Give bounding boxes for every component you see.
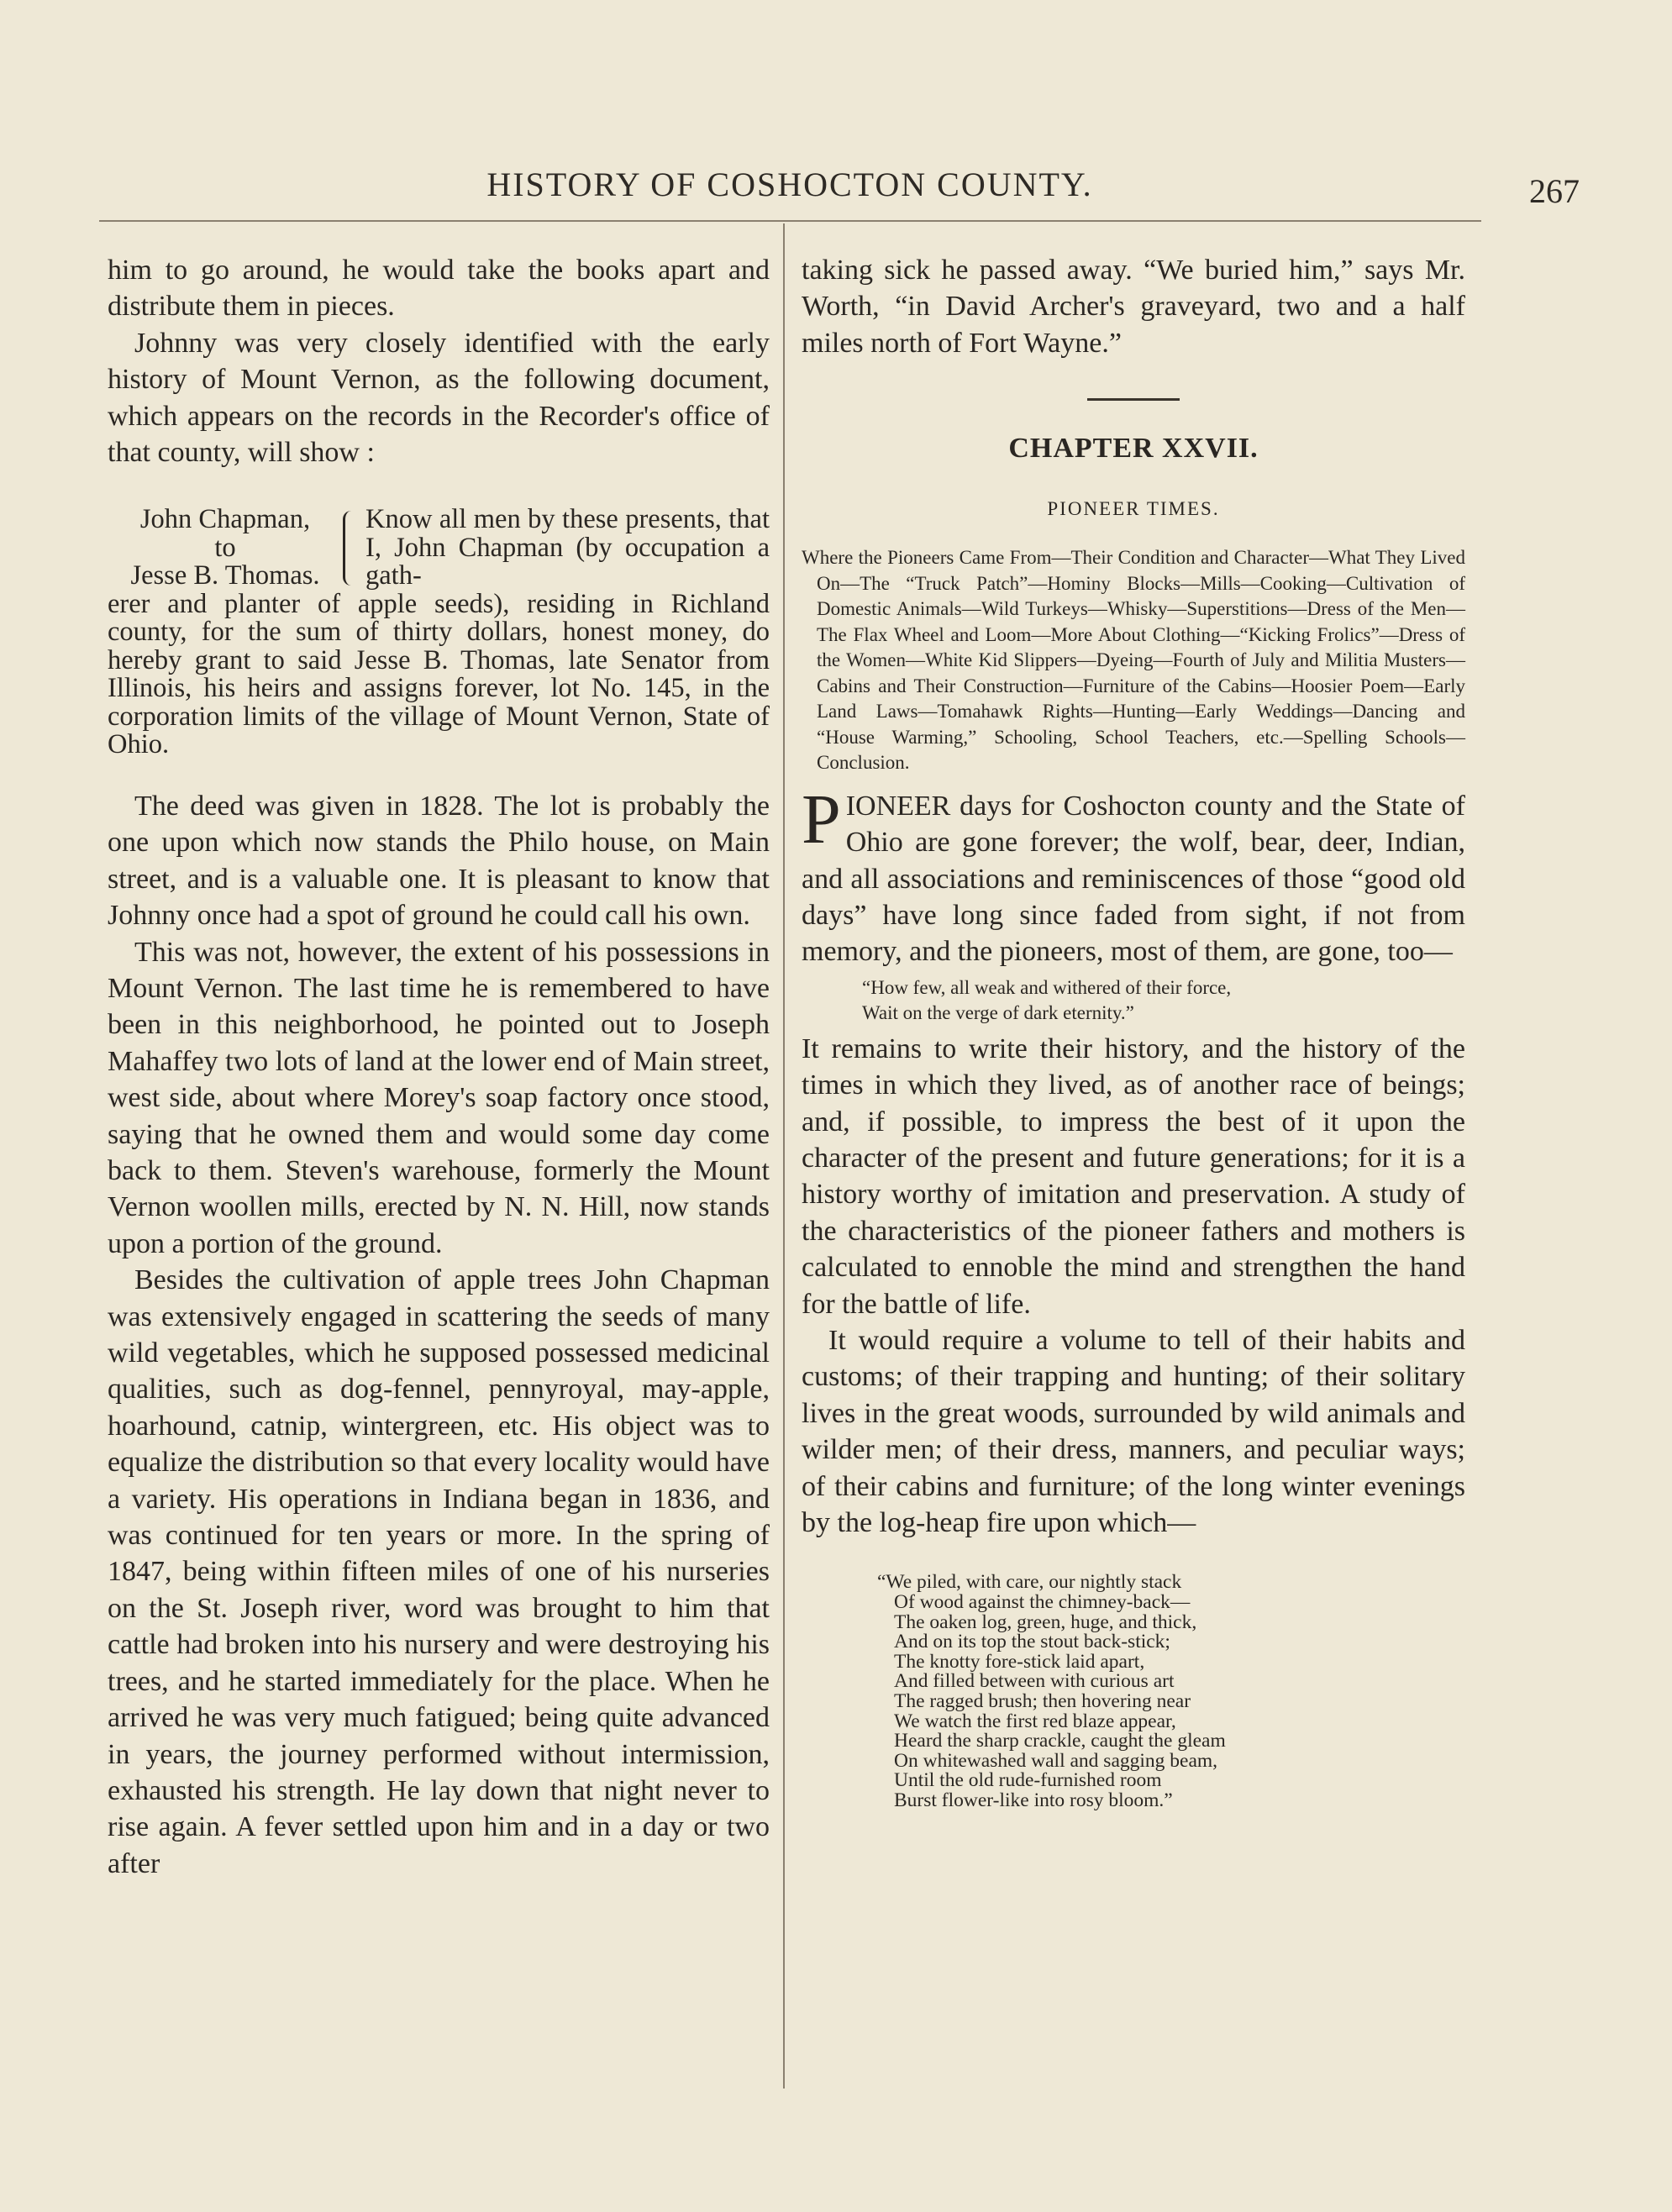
- quote-line: “How few, all weak and withered of their force,: [862, 976, 1232, 998]
- paragraph: This was not, however, the extent of his possessions in Mount Vernon. The last time he is remembered to have been in this neighborhood, he pointed out to Joseph Mahaffey two lots of land at the lower end of Main street, west side, about where Morey's soap factory once stood, saying that he owned them and would some day come back to them. Steven's warehouse, formerly the Mount Vernon woollen mills, erected by N. N. Hill, now stands upon a portion of the ground.: [108, 936, 770, 1259]
- quote-line: Wait on the verge of dark eternity.”: [862, 1001, 1134, 1023]
- verse-line: Heard the sharp crackle, caught the gleam: [894, 1730, 1226, 1752]
- verse-line: Of wood against the chimney-back—: [894, 1591, 1191, 1614]
- paragraph-dropcap: PIONEER days for Coshocton county and the State of Ohio are gone forever; the wolf, bear, deer, Indian, and all associations and reminiscences of those “good old days” have long since faded from sight, if not from memory, and the pioneers, most of them, are gone, too—: [802, 780, 1465, 968]
- paragraph: The deed was given in 1828. The lot is probably the one upon which now stands the Philo house, on Main street, and is a valuable one. It is pleasant to know that Johnny once had a spot of ground he could call his own.: [108, 790, 770, 932]
- right-column: [802, 252, 1465, 1811]
- paragraph: It would require a volume to tell of their habits and customs; of their trapping and hunting; of their solitary lives in the great woods, surrounded by wild animals and wilder men; of their dress, manners, and peculiar ways; of their cabins and furniture; of the long winter evenings by the log-heap fire upon which—: [802, 1325, 1465, 1539]
- verse-line: And filled between with curious art: [894, 1670, 1175, 1693]
- verse-block: [802, 1573, 1465, 1810]
- paragraph: him to go around, he would take the books apart and distribute them in pieces.: [108, 255, 770, 323]
- left-column: [108, 252, 770, 1882]
- page-header: [101, 165, 1580, 210]
- deed-opening: Know all men by these presents, that I, John Chapman (by occupation a gath-: [365, 504, 770, 591]
- paragraph: Johnny was very closely identified with the early history of Mount Vernon, as the following document, which appears on the records in the Recorder's office of that county, will show :: [108, 327, 770, 469]
- chapter-title: CHAPTER XXVII.: [1008, 433, 1259, 465]
- paragraph: It remains to write their history, and the history of the times in which they lived, as of another race of beings; and, if possible, to impress the best of it upon the character of the present and future generations; for it is a history worthy of imitation and preservation. A study of the characteristics of the pioneer fathers and mothers is calculated to ennoble the mind and strengthen the hand for the battle of life.: [802, 1032, 1465, 1320]
- quotation: [802, 975, 1465, 1026]
- deed-body: erer and planter of apple seeds), residing in Richland county, for the sum of thirty dollars, honest money, do hereby grant to said Jesse B. Thomas, late Senator from Illinois, his heirs and assigns forever, lot No. 145, in the corporation limits of the village of Mount Vernon, State of Ohio.: [108, 588, 770, 760]
- chapter-subtitle: PIONEER TIMES.: [1047, 498, 1220, 520]
- verse-line: And on its top the stout back-stick;: [894, 1631, 1170, 1653]
- page-number: 267: [1529, 172, 1580, 210]
- brace-mark: [343, 511, 357, 586]
- deed-grantee: Jesse B. Thomas.: [130, 560, 320, 591]
- verse-line: Burst flower-like into rosy bloom.”: [894, 1789, 1173, 1811]
- deed-heading: [108, 506, 770, 591]
- deed-to: to: [214, 532, 236, 563]
- chapter-synopsis: Where the Pioneers Came From—Their Condition and Character—What They Lived On—The “Truck Patch”—Hominy Blocks—Mills—Cooking—Cultivation of Domestic Animals—Wild Turkeys—Whisky—Superstitions—Dress of the Men—The Flax Wheel and Loom—More About Clothing—“Kicking Frolics”—Dress of the Women—White Kid Slippers—Dyeing—Fourth of July and Militia Musters—Cabins and Their Construction—Furniture of the Cabins—Hoosier Poem—Early Land Laws—Tomahawk Rights—Hunting—Early Weddings—Dancing and “House Warming,” Schooling, School Teachers, etc.—Spelling Schools—Conclusion.: [802, 547, 1465, 774]
- verse-line: “We piled, with care, our nightly stack: [877, 1571, 1182, 1594]
- column-divider: [783, 223, 785, 2089]
- verse-line: We watch the first red blaze appear,: [894, 1710, 1176, 1732]
- verse-line: The knotty fore-stick laid apart,: [894, 1650, 1145, 1673]
- running-head-title: HISTORY OF COSHOCTON COUNTY.: [486, 166, 1093, 203]
- deed-grantor: John Chapman,: [139, 504, 311, 535]
- paragraph: taking sick he passed away. “We buried him,” says Mr. Worth, “in David Archer's graveyard, two and a half miles north of Fort Wayne.”: [802, 255, 1465, 359]
- verse-line: The ragged brush; then hovering near: [894, 1690, 1191, 1712]
- verse-line: Until the old rude-furnished room: [894, 1769, 1162, 1792]
- deed-document: [108, 506, 770, 759]
- paragraph: Besides the cultivation of apple trees John Chapman was extensively engaged in scattering the seeds of many wild vegetables, which he supposed possessed medicinal qualities, such as dog-fennel, pennyroyal, may-apple, hoarhound, catnip, wintergreen, etc. His object was to equalize the distribution so that every locality would have a variety. His operations in Indiana began in 1836, and was continued for ten years or more. In the spring of 1847, being within fifteen miles of one of his nurseries on the St. Joseph river, word was brought to him that cattle had broken into his nursery and were destroying his trees, and he started immediately for the place. When he arrived he was very much fatigued; being quite advanced in years, the journey performed without intermission, exhausted his strength. He lay down that night never to rise again. A fever settled upon him and in a day or two after: [108, 1264, 770, 1879]
- header-rule: [99, 220, 1481, 222]
- section-rule: [1087, 398, 1180, 401]
- verse-line: The oaken log, green, huge, and thick,: [894, 1610, 1197, 1633]
- verse-line: On whitewashed wall and sagging beam,: [894, 1749, 1218, 1772]
- deed-parties: [108, 506, 343, 591]
